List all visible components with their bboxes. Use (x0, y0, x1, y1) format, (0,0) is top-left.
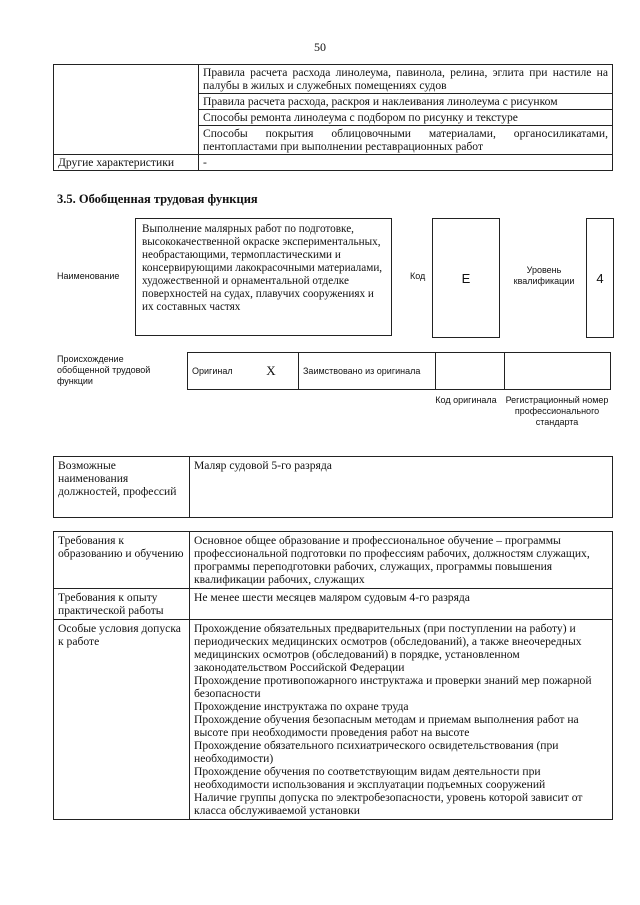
condition-item: Прохождение инструктажа по охране труда (194, 700, 409, 713)
section-title: 3.5. Обобщенная трудовая функция (57, 192, 258, 206)
condition-item: Прохождение обучения безопасным методам и приемам выполнения работ на высоте при необходимости проведения работ на высоте (194, 713, 579, 739)
original-mark: X (244, 353, 299, 390)
other-characteristics-value: - (199, 155, 613, 171)
condition-item: Прохождение обязательного психиатрического освидетельствования (при необходимости) (194, 739, 559, 765)
qualification-level-label: Уровень квалификации (513, 265, 575, 286)
code-label: Код (410, 271, 426, 281)
function-name-box: Выполнение малярных работ по подготовке, высококачественной окраске экспериментальных, необрастающими, термопластическими и консервирующими лакокрасочными материалами, художественной и орнаментальной отделке поверхностей на судах, плавучих сооружениях и их составных частях (135, 218, 392, 336)
condition-item: Прохождение противопожарного инструктажа и проверки знаний мер пожарной безопасности (194, 674, 592, 700)
function-name-label: Наименование (57, 271, 120, 281)
qualification-level-box: 4 (586, 218, 614, 338)
experience-requirements-value: Не менее шести месяцев маляром судовым 4-го разряда (190, 589, 613, 620)
code-original-cell (436, 353, 505, 390)
positions-value: Маляр судовой 5-го разряда (190, 457, 613, 518)
condition-item: Прохождение обязательных предварительных (при поступлении на работу) и периодических медицинских осмотров (обследований), а также внеочередных медицинских осмотров (обследований) в порядке, установленном законодательством Российской Федерации (194, 622, 582, 674)
code-original-label: Код оригинала (435, 395, 497, 405)
page-number: 50 (314, 40, 326, 54)
positions-label: Возможные наименования должностей, профессий (54, 457, 190, 518)
positions-table (53, 456, 613, 518)
special-conditions-label: Особые условия допуска к работе (54, 620, 190, 820)
requirements-table (53, 531, 613, 820)
other-characteristics-label: Другие характеристики (54, 155, 199, 171)
condition-item: Наличие группы допуска по электробезопасности, уровень которой зависит от класса обслуживаемой установки (194, 791, 583, 817)
knowledge-table (53, 64, 613, 171)
condition-item: Прохождение обучения по соответствующим видам деятельности при необходимости использования и эксплуатации подъемных сооружений (194, 765, 546, 791)
education-requirements-label: Требования к образованию и обучению (54, 532, 190, 589)
origin-label: Происхождение обобщенной трудовой функции (57, 354, 151, 386)
registration-number-cell (505, 353, 611, 390)
knowledge-label-cell (54, 65, 199, 155)
knowledge-item: Способы покрытия облицовочными материалами, органосиликатами, пентопластами при выполнении реставрационных работ (199, 126, 613, 155)
origin-table (187, 352, 611, 390)
registration-number-label: Регистрационный номер профессионального стандарта (505, 395, 609, 427)
code-value-box: E (432, 218, 500, 338)
original-label: Оригинал (188, 353, 245, 390)
education-requirements-value: Основное общее образование и профессиональное обучение – программы профессиональной подготовки по профессиям рабочих, должностям служащих, программы переподготовки рабочих, служащих, программы повышения квалификации рабочих, служащих (190, 532, 613, 589)
borrowed-from-original-label: Заимствовано из оригинала (299, 353, 436, 390)
knowledge-item: Способы ремонта линолеума с подбором по рисунку и текстуре (199, 110, 613, 126)
special-conditions-cell (190, 620, 613, 820)
knowledge-item: Правила расчета расхода линолеума, павинола, релина, эглита при настиле на палубы в жилых и служебных помещениях судов (199, 65, 613, 94)
knowledge-item: Правила расчета расхода, раскроя и наклеивания линолеума с рисунком (199, 94, 613, 110)
experience-requirements-label: Требования к опыту практической работы (54, 589, 190, 620)
